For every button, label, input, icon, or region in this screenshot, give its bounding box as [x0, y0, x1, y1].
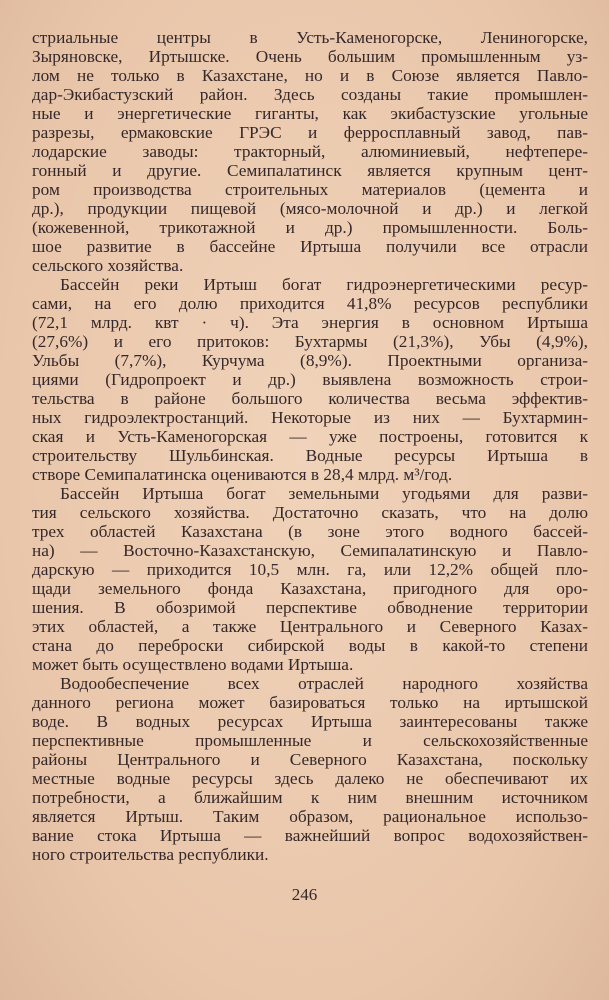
text-line: тельства в районе большого количества весьма эффектив- [32, 389, 588, 408]
text-line: сами, на его долю приходится 41,8% ресурсов республики [32, 294, 588, 313]
text-line: Бассейн реки Иртыш богат гидроэнергетическими ресур- [60, 275, 588, 294]
text-line: сельского хозяйства. [32, 256, 184, 275]
text-line: вание стока Иртыша — важнейший вопрос водохозяйствен- [32, 826, 588, 845]
text-line: (27,6%) и его притоков: Бухтармы (21,3%), Убы (4,9%), [32, 332, 588, 351]
text-line: местные водные ресурсы здесь далеко не обеспечивают их [32, 769, 588, 788]
text-line: дарскую — приходится 10,5 млн. га, или 12,2% общей пло- [32, 560, 588, 579]
page-body [32, 28, 588, 864]
page-number: 246 [291, 885, 318, 904]
text-line: воде. В водных ресурсах Иртыша заинтересованы также [32, 712, 588, 731]
text-line: трех областей Казахстана (в зоне этого водного бассей- [32, 522, 588, 541]
text-line: разрезы, ермаковские ГРЭС и ферросплавный завод, пав- [32, 123, 588, 142]
text-line: гонный и другие. Семипалатинск является крупным цент- [32, 161, 588, 180]
text-line: данного региона может базироваться только на иртышской [32, 693, 588, 712]
text-line: тия сельского хозяйства. Достаточно сказать, что на долю [32, 503, 588, 522]
text-line: является Иртыш. Таким образом, рациональное использо- [32, 807, 588, 826]
text-line: циями (Гидропроект и др.) выявлена возможность строи- [32, 370, 588, 389]
text-line: др.), продукции пищевой (мясо-молочной и др.) и легкой [32, 199, 588, 218]
text-line: створе Семипалатинска оцениваются в 28,4 млрд. м³/год. [32, 465, 453, 484]
text-line: районы Центрального и Северного Казахстана, поскольку [32, 750, 588, 769]
text-line: стриальные центры в Усть-Каменогорске, Лениногорске, [32, 28, 588, 47]
text-line: строительству Шульбинская. Водные ресурсы Иртыша в [32, 446, 588, 465]
text-line: Зыряновске, Иртышске. Очень большим промышленным уз- [32, 47, 588, 66]
text-line: ская и Усть-Каменогорская — уже построены, готовится к [32, 427, 588, 446]
text-line: этих областей, а также Центрального и Северного Казах- [32, 617, 588, 636]
text-line: щади земельного фонда Казахстана, пригодного для оро- [32, 579, 588, 598]
paragraph [32, 484, 588, 674]
text-line: может быть осуществлено водами Иртыша. [32, 655, 354, 674]
text-line: стана до переброски сибирской воды в какой-то степени [32, 636, 588, 655]
text-line: Бассейн Иртыша богат земельными угодьями для разви- [60, 484, 588, 503]
text-line: Ульбы (7,7%), Курчума (8,9%). Проектными организа- [32, 351, 588, 370]
paragraph [32, 275, 588, 484]
text-line: лодарские заводы: тракторный, алюминиевый, нефтепере- [32, 142, 588, 161]
text-line: на) — Восточно-Казахстанскую, Семипалатинскую и Павло- [32, 541, 588, 560]
paragraph [32, 28, 588, 275]
text-line: Водообеспечение всех отраслей народного хозяйства [60, 674, 588, 693]
text-line: шения. В обозримой перспективе обводнение территории [32, 598, 588, 617]
text-line: (72,1 млрд. квт · ч). Эта энергия в основном Иртыша [32, 313, 588, 332]
text-line: потребности, а ближайшим к ним внешним источником [32, 788, 588, 807]
text-line: ных гидроэлектростанций. Некоторые из них — Бухтармин- [32, 408, 588, 427]
text-line: (кожевенной, трикотажной и др.) промышленности. Боль- [32, 218, 588, 237]
text-line: ного строительства республики. [32, 845, 269, 864]
text-line: ром производства строительных материалов (цемента и [32, 180, 588, 199]
text-line: лом не только в Казахстане, но и в Союзе является Павло- [32, 66, 588, 85]
text-line: дар-Экибастузский район. Здесь созданы такие промышлен- [32, 85, 588, 104]
paragraph [32, 674, 588, 864]
text-line: ные и энергетические гиганты, как экибастузские угольные [32, 104, 588, 123]
text-line: перспективные промышленные и сельскохозяйственные [32, 731, 588, 750]
text-line: шое развитие в бассейне Иртыша получили все отрасли [32, 237, 588, 256]
